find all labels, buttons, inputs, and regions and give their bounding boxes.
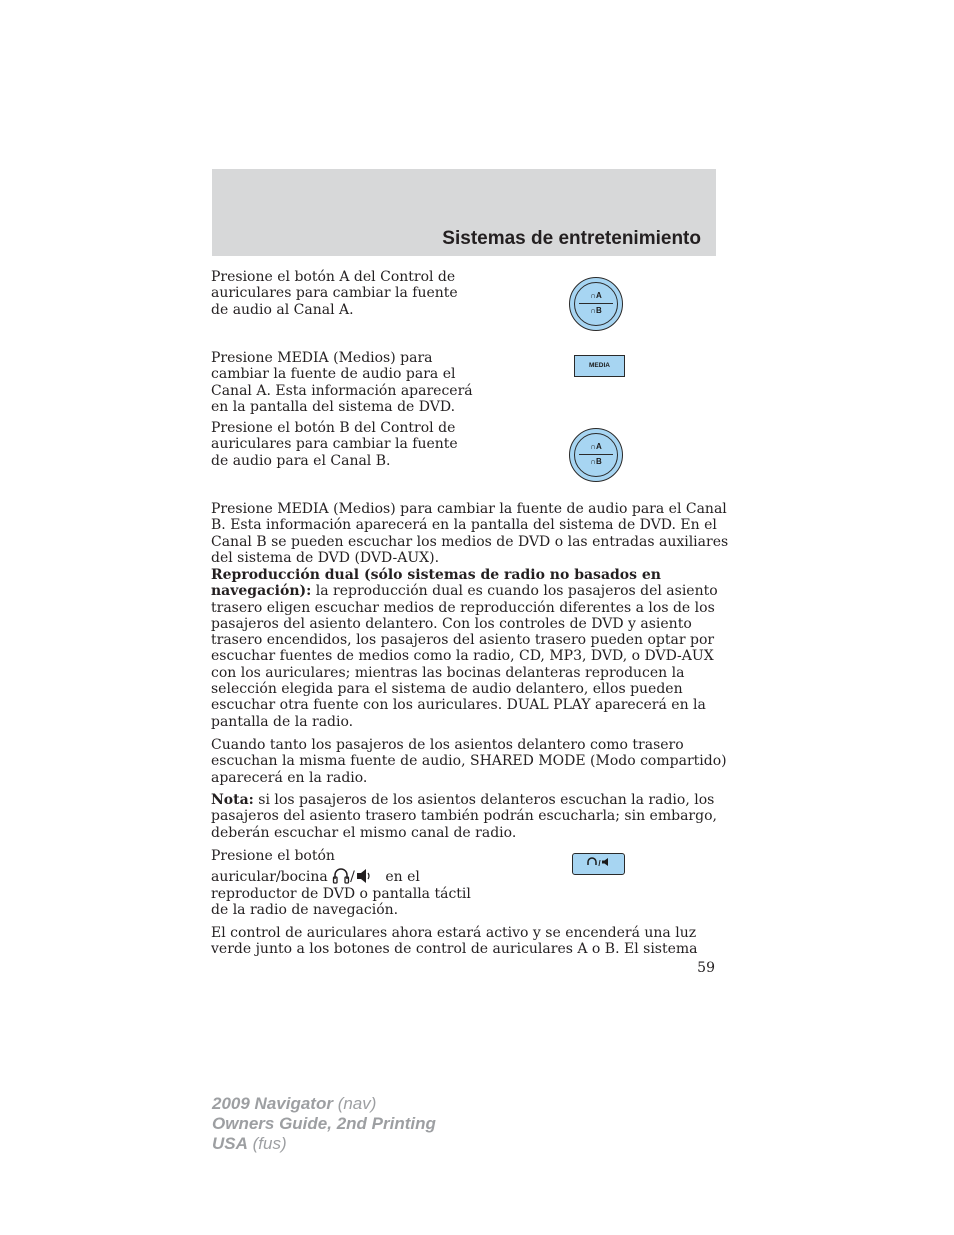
media-button-icon: MEDIA xyxy=(574,355,625,377)
paragraph-channel-a: Presione el botón A del Control de auriculares para cambiar la fuente de audio al Canal A. xyxy=(211,269,458,318)
paragraph-channel-b: Presione el botón B del Control de auriculares para cambiar la fuente de audio para el Canal B. xyxy=(211,420,458,469)
headphone-speaker-button-icon: / xyxy=(572,853,625,875)
page-number: 59 xyxy=(697,960,715,976)
paragraph-headphone-button: Presione el botón auricular/bocina / en el xyxy=(211,847,420,891)
paragraph-media-channel-a: Presione MEDIA (Medios) para cambiar la fuente de audio para el Canal A. Esta información aparecerá en la pantalla del sistema de DVD. xyxy=(211,350,473,415)
section-title: Sistemas de entretenimiento xyxy=(442,228,701,249)
paragraph-headphone-control-active: El control de auriculares ahora estará activo y se encenderá una luz verde junto a los botones de control de auriculares A o B. El sistema xyxy=(211,925,698,958)
document-footer: 2009 Navigator (nav) Owners Guide, 2nd Printing USA (fus) xyxy=(212,1094,436,1153)
dial-label-b: ∩B xyxy=(590,457,602,466)
dial-label-a: ∩A xyxy=(590,291,602,300)
headphone-ab-control-icon-2 xyxy=(569,428,623,482)
headphone-icon-small xyxy=(586,857,598,867)
dial-label-a: ∩A xyxy=(590,442,602,451)
dial-label-b: ∩B xyxy=(590,306,602,315)
speaker-icon-small xyxy=(601,857,611,867)
paragraph-note: Nota: si los pasajeros de los asientos delanteros escuchan la radio, los pasajeros del asiento trasero también podrán escucharla; sin embargo, deberán escuchar el mismo canal de radio. xyxy=(211,792,717,841)
section-header xyxy=(212,169,716,256)
paragraph-media-channel-b: Presione MEDIA (Medios) para cambiar la fuente de audio para el Canal B. Esta información aparecerá en la pantalla del sistema de DVD. En el Canal B se pueden escuchar los medios de DVD o las entradas auxiliares del sistema de DVD (DVD-AUX). xyxy=(211,501,729,566)
headphone-ab-control-icon xyxy=(569,277,623,331)
paragraph-headphone-button-cont: reproductor de DVD o pantalla táctil de la radio de navegación. xyxy=(211,886,471,919)
paragraph-dual-play: Reproducción dual (sólo sistemas de radio no basados en navegación): la reproducción dual es cuando los pasajeros del asiento trasero eligen escuchar medios de reproducción diferentes a los de los pasajeros del asiento delantero. Con los controles de DVD y asiento trasero encendidos, los pasajeros del asiento trasero pueden optar por escuchar fuentes de medios como la radio, CD, MP3, DVD, o DVD-AUX con los auriculares; mientras las bocinas delanteras reproducen la selección elegida para el sistema de audio delantero, ellos pueden escuchar otra fuente con los auriculares. DUAL PLAY aparecerá en la pantalla de la radio. xyxy=(211,567,718,730)
paragraph-shared-mode: Cuando tanto los pasajeros de los asientos delantero como trasero escuchan la misma fuente de audio, SHARED MODE (Modo compartido) aparecerá en la radio. xyxy=(211,737,727,786)
